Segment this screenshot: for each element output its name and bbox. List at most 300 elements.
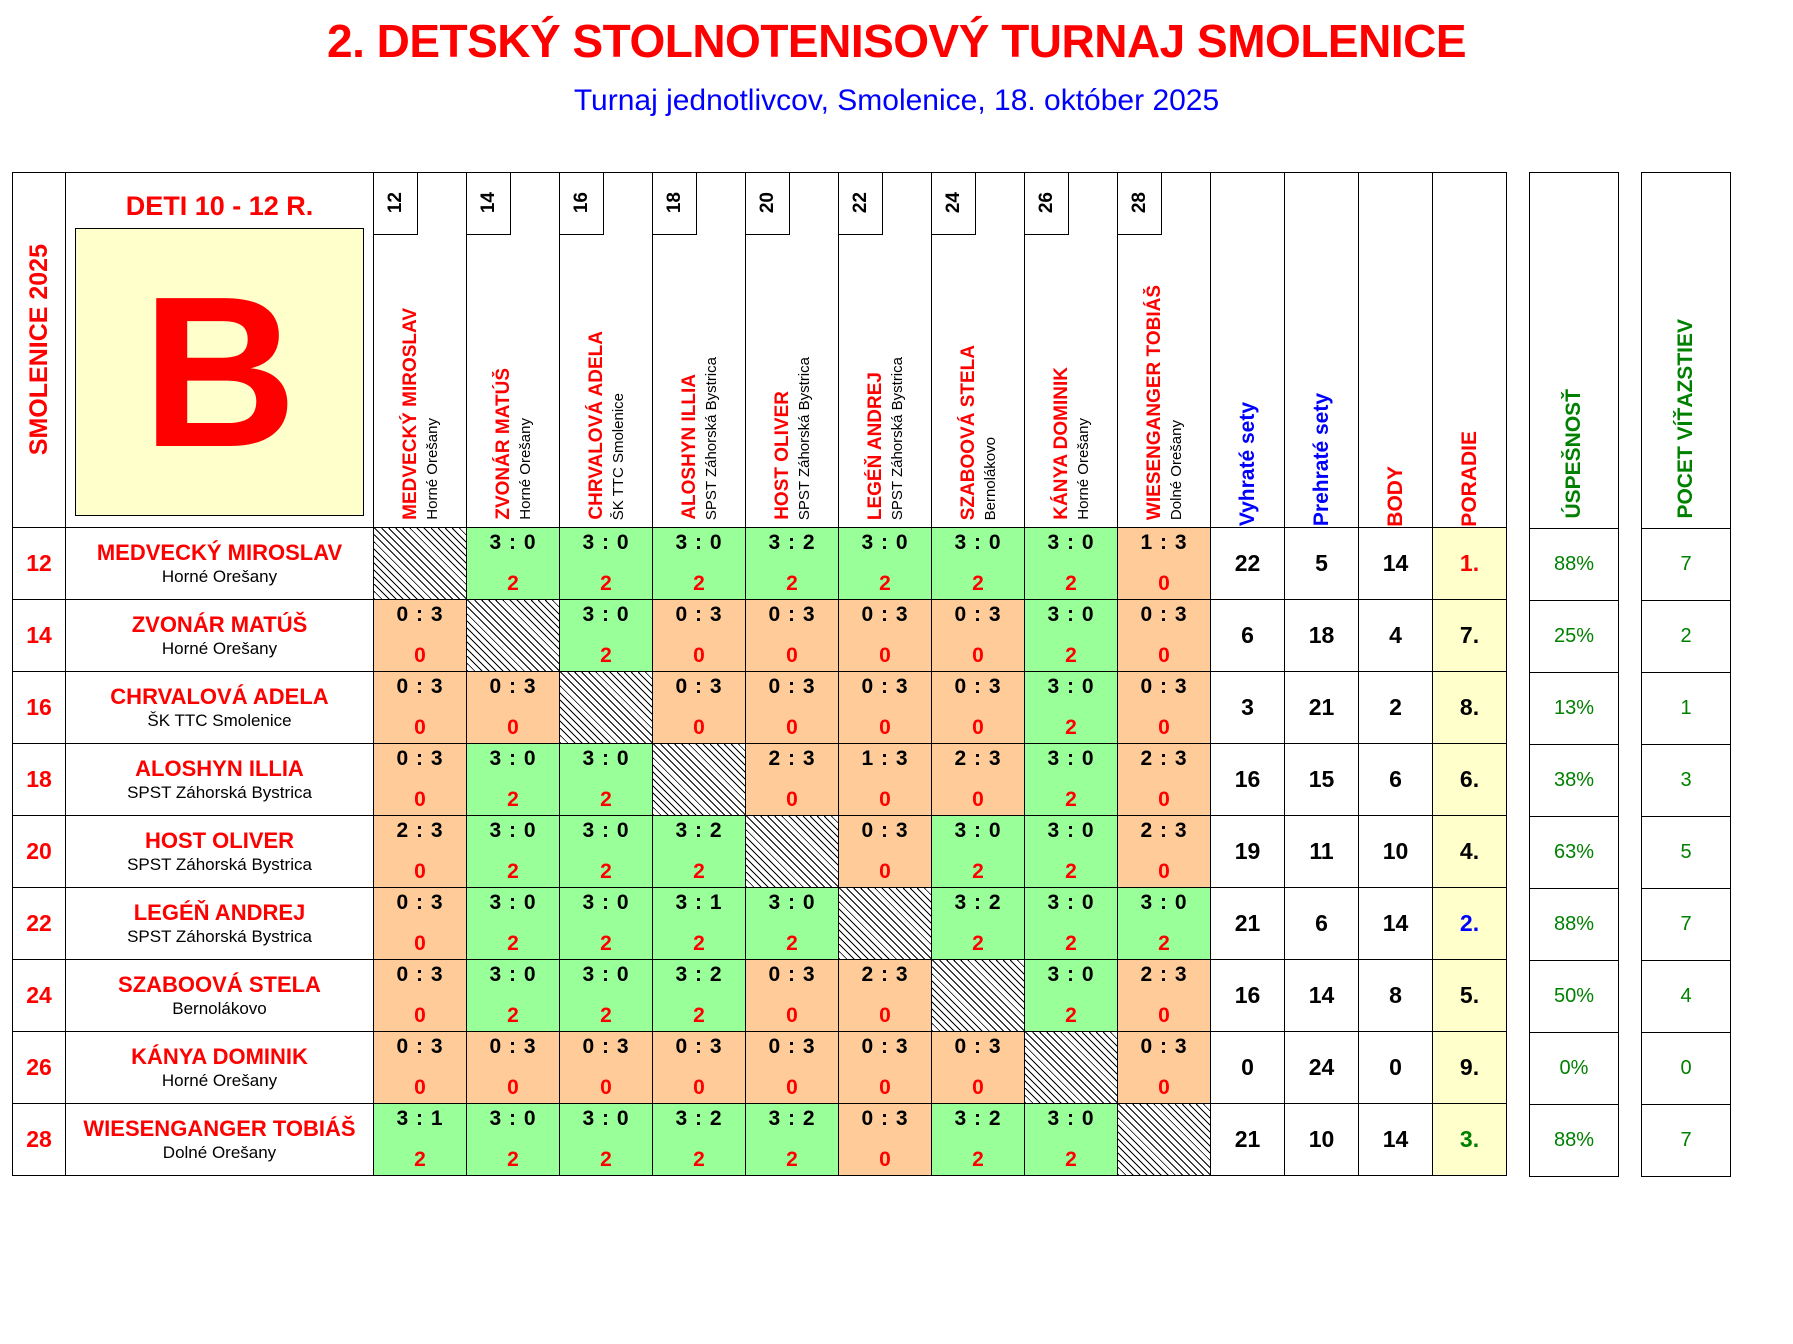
tournament-results-page	[0, 14, 1793, 1344]
rank-value: 5.	[1433, 960, 1507, 1032]
success-rate-value: 88%	[1530, 1105, 1619, 1177]
match-sets: 0 : 3	[768, 963, 816, 986]
row-player-number: 18	[13, 744, 66, 816]
match-result-cell	[932, 1032, 1025, 1104]
match-points: 2	[1065, 1148, 1077, 1171]
match-result-cell	[374, 1032, 467, 1104]
match-points: 0	[879, 788, 891, 811]
player-column-header	[653, 173, 746, 528]
row-player-name-cell	[66, 816, 374, 888]
player-column-header	[932, 173, 1025, 528]
match-points: 0	[1158, 572, 1170, 595]
match-sets: 3 : 0	[582, 603, 630, 626]
match-points: 2	[1065, 572, 1077, 595]
player-column-club: SPST Záhorská Bystrica	[888, 356, 906, 520]
match-sets: 3 : 0	[1047, 675, 1095, 698]
match-points: 0	[1158, 1004, 1170, 1027]
won-sets-value: 0	[1211, 1032, 1285, 1104]
match-sets: 3 : 2	[675, 1107, 723, 1130]
success-rate-value: 63%	[1530, 817, 1619, 889]
match-points: 2	[600, 932, 612, 955]
points-value: 4	[1359, 600, 1433, 672]
match-points: 0	[972, 644, 984, 667]
table-row	[13, 744, 1507, 816]
points-value: 8	[1359, 960, 1433, 1032]
rank-value: 4.	[1433, 816, 1507, 888]
match-result-cell	[932, 600, 1025, 672]
match-sets: 3 : 0	[489, 963, 537, 986]
match-sets: 3 : 0	[582, 891, 630, 914]
match-result-cell	[653, 600, 746, 672]
match-result-cell	[653, 528, 746, 600]
match-sets: 3 : 0	[1047, 603, 1095, 626]
match-points: 2	[600, 572, 612, 595]
diagonal-blocked-cell	[932, 960, 1025, 1032]
match-sets: 0 : 3	[954, 675, 1002, 698]
rank-value: 2.	[1433, 888, 1507, 960]
tables-container	[12, 172, 1731, 1177]
points-value: 14	[1359, 888, 1433, 960]
match-result-cell	[467, 888, 560, 960]
match-result-cell	[560, 816, 653, 888]
match-result-cell	[374, 1104, 467, 1176]
match-points: 2	[507, 788, 519, 811]
rank-value: 3.	[1433, 1104, 1507, 1176]
match-points: 2	[600, 1148, 612, 1171]
match-result-cell	[467, 744, 560, 816]
match-result-cell	[467, 1032, 560, 1104]
match-points: 0	[879, 1076, 891, 1099]
match-sets: 3 : 0	[582, 531, 630, 554]
match-result-cell	[839, 816, 932, 888]
player-column-name: WIESENGANGER TOBIÁŠ	[1143, 284, 1165, 520]
match-sets: 3 : 1	[396, 1107, 444, 1130]
table-row	[13, 672, 1507, 744]
diagonal-blocked-cell	[746, 816, 839, 888]
match-points: 2	[786, 572, 798, 595]
row-player-name-cell	[66, 1104, 374, 1176]
rank-value: 1.	[1433, 528, 1507, 600]
match-sets: 3 : 0	[582, 1107, 630, 1130]
match-points: 0	[879, 644, 891, 667]
match-result-cell	[374, 600, 467, 672]
match-sets: 0 : 3	[396, 1035, 444, 1058]
match-sets: 3 : 0	[1140, 891, 1188, 914]
match-points: 0	[414, 644, 426, 667]
match-points: 0	[786, 1076, 798, 1099]
player-column-name: ALOSHYN ILLIA	[678, 374, 700, 520]
match-result-cell	[1118, 888, 1211, 960]
match-result-cell	[746, 960, 839, 1032]
match-sets: 3 : 2	[768, 1107, 816, 1130]
match-result-cell	[653, 1032, 746, 1104]
match-result-cell	[746, 888, 839, 960]
match-points: 0	[1158, 788, 1170, 811]
lost-sets-header: Prehraté sety	[1285, 173, 1359, 528]
won-sets-value: 3	[1211, 672, 1285, 744]
row-player-club: SPST Záhorská Bystrica	[127, 854, 312, 874]
match-sets: 3 : 0	[489, 891, 537, 914]
match-points: 0	[879, 860, 891, 883]
row-player-club: Horné Orešany	[161, 566, 278, 586]
match-result-cell	[653, 816, 746, 888]
match-points: 0	[600, 1076, 612, 1099]
match-sets: 3 : 2	[768, 531, 816, 554]
match-points: 2	[600, 860, 612, 883]
match-points: 2	[972, 860, 984, 883]
lost-sets-value: 24	[1285, 1032, 1359, 1104]
row-player-number: 24	[13, 960, 66, 1032]
row-player-club: Dolné Orešany	[162, 1142, 277, 1162]
match-result-cell	[1025, 744, 1118, 816]
match-sets: 0 : 3	[768, 603, 816, 626]
match-result-cell	[467, 816, 560, 888]
match-points: 0	[1158, 860, 1170, 883]
won-sets-value: 16	[1211, 960, 1285, 1032]
player-column-club: SPST Záhorská Bystrica	[702, 356, 720, 520]
match-sets: 0 : 3	[1140, 603, 1188, 626]
match-sets: 3 : 0	[489, 747, 537, 770]
match-points: 2	[1065, 1004, 1077, 1027]
category-group-header	[66, 173, 374, 528]
row-player-number: 14	[13, 600, 66, 672]
won-sets-value: 19	[1211, 816, 1285, 888]
match-result-cell	[1118, 960, 1211, 1032]
match-points: 0	[414, 716, 426, 739]
match-sets: 0 : 3	[396, 891, 444, 914]
group-b-results-table	[12, 172, 1507, 1176]
row-player-name: WIESENGANGER TOBIÁŠ	[83, 1116, 356, 1142]
match-result-cell	[932, 888, 1025, 960]
match-points: 0	[972, 716, 984, 739]
match-sets: 3 : 0	[1047, 963, 1095, 986]
corner-label-text: SMOLENICE 2025	[24, 244, 53, 456]
player-column-club: Horné Orešany	[516, 418, 534, 520]
match-sets: 2 : 3	[396, 819, 444, 842]
match-result-cell	[839, 744, 932, 816]
rank-value: 9.	[1433, 1032, 1507, 1104]
row-player-number: 20	[13, 816, 66, 888]
points-value: 0	[1359, 1032, 1433, 1104]
wins-count-value: 4	[1642, 961, 1731, 1033]
row-player-number: 16	[13, 672, 66, 744]
table-row	[13, 600, 1507, 672]
table-row	[13, 888, 1507, 960]
match-points: 0	[693, 644, 705, 667]
row-player-club: Bernolákovo	[172, 998, 267, 1018]
match-points: 2	[600, 644, 612, 667]
match-points: 0	[879, 1148, 891, 1171]
player-column-club: SPST Záhorská Bystrica	[795, 356, 813, 520]
match-points: 2	[879, 572, 891, 595]
rank-value: 8.	[1433, 672, 1507, 744]
match-result-cell	[653, 888, 746, 960]
player-column-number: 26	[1025, 173, 1069, 235]
match-sets: 0 : 3	[861, 819, 909, 842]
match-sets: 0 : 3	[675, 603, 723, 626]
success-rate-table	[1529, 172, 1619, 1177]
match-sets: 3 : 0	[1047, 819, 1095, 842]
corner-label	[13, 173, 66, 528]
match-sets: 0 : 3	[582, 1035, 630, 1058]
match-result-cell	[374, 960, 467, 1032]
table-row	[13, 528, 1507, 600]
lost-sets-value: 14	[1285, 960, 1359, 1032]
match-result-cell	[560, 1032, 653, 1104]
row-player-club: ŠK TTC Smolenice	[147, 710, 292, 730]
match-result-cell	[1025, 672, 1118, 744]
won-sets-header: Vyhraté sety	[1211, 173, 1285, 528]
success-rate-header: ÚSPEŠNOSŤ	[1530, 173, 1619, 529]
table-row	[13, 816, 1507, 888]
match-result-cell	[1118, 1032, 1211, 1104]
match-points: 2	[414, 1148, 426, 1171]
points-value: 2	[1359, 672, 1433, 744]
player-column-club: Horné Orešany	[1074, 418, 1092, 520]
match-points: 2	[972, 572, 984, 595]
row-player-name: CHRVALOVÁ ADELA	[110, 684, 329, 710]
row-player-number: 12	[13, 528, 66, 600]
match-points: 2	[693, 1148, 705, 1171]
match-points: 2	[1065, 932, 1077, 955]
group-letter: B	[75, 228, 364, 516]
diagonal-blocked-cell	[653, 744, 746, 816]
player-column-number: 12	[374, 173, 418, 235]
match-result-cell	[932, 1104, 1025, 1176]
points-header: BODY	[1359, 173, 1433, 528]
table-row	[13, 960, 1507, 1032]
match-sets: 3 : 0	[489, 819, 537, 842]
match-result-cell	[374, 816, 467, 888]
row-player-name: ALOSHYN ILLIA	[135, 756, 304, 782]
match-sets: 3 : 0	[582, 819, 630, 842]
match-result-cell	[1025, 888, 1118, 960]
match-points: 2	[507, 932, 519, 955]
wins-count-value: 5	[1642, 817, 1731, 889]
rank-header: PORADIE	[1433, 173, 1507, 528]
match-result-cell	[1025, 960, 1118, 1032]
match-result-cell	[839, 1032, 932, 1104]
won-sets-value: 21	[1211, 1104, 1285, 1176]
match-result-cell	[1025, 1104, 1118, 1176]
table-row	[13, 1104, 1507, 1176]
match-result-cell	[746, 600, 839, 672]
match-sets: 0 : 3	[396, 747, 444, 770]
points-value: 10	[1359, 816, 1433, 888]
success-rate-value: 88%	[1530, 529, 1619, 601]
player-column-name: CHRVALOVÁ ADELA	[585, 331, 607, 520]
match-sets: 3 : 2	[954, 1107, 1002, 1130]
match-result-cell	[467, 528, 560, 600]
match-sets: 3 : 0	[861, 531, 909, 554]
player-column-number: 22	[839, 173, 883, 235]
match-points: 2	[600, 788, 612, 811]
match-points: 0	[507, 1076, 519, 1099]
row-player-name-cell	[66, 744, 374, 816]
player-column-number: 24	[932, 173, 976, 235]
player-column-header	[467, 173, 560, 528]
match-result-cell	[560, 744, 653, 816]
player-column-header	[839, 173, 932, 528]
match-result-cell	[746, 744, 839, 816]
match-sets: 3 : 0	[1047, 891, 1095, 914]
match-points: 2	[972, 932, 984, 955]
won-sets-value: 6	[1211, 600, 1285, 672]
row-player-name-cell	[66, 600, 374, 672]
match-result-cell	[560, 888, 653, 960]
match-points: 0	[414, 1076, 426, 1099]
match-sets: 3 : 0	[582, 747, 630, 770]
lost-sets-value: 15	[1285, 744, 1359, 816]
player-column-header	[560, 173, 653, 528]
diagonal-blocked-cell	[1025, 1032, 1118, 1104]
row-player-name-cell	[66, 888, 374, 960]
match-points: 2	[693, 860, 705, 883]
match-points: 0	[693, 716, 705, 739]
row-player-club: Horné Orešany	[161, 1070, 278, 1090]
match-sets: 1 : 3	[1140, 531, 1188, 554]
match-sets: 2 : 3	[768, 747, 816, 770]
match-points: 2	[693, 932, 705, 955]
wins-count-value: 3	[1642, 745, 1731, 817]
wins-count-value: 7	[1642, 889, 1731, 961]
match-result-cell	[467, 1104, 560, 1176]
lost-sets-value: 21	[1285, 672, 1359, 744]
match-sets: 2 : 3	[1140, 819, 1188, 842]
match-sets: 3 : 0	[582, 963, 630, 986]
match-points: 2	[507, 572, 519, 595]
row-player-name: LEGÉŇ ANDREJ	[133, 900, 306, 926]
wins-count-value: 7	[1642, 1105, 1731, 1177]
player-column-club: Bernolákovo	[981, 436, 999, 520]
diagonal-blocked-cell	[1118, 1104, 1211, 1176]
success-rate-value: 13%	[1530, 673, 1619, 745]
match-sets: 2 : 3	[861, 963, 909, 986]
player-column-number: 18	[653, 173, 697, 235]
match-sets: 0 : 3	[954, 1035, 1002, 1058]
match-sets: 0 : 3	[489, 675, 537, 698]
match-points: 0	[786, 716, 798, 739]
match-points: 2	[507, 1148, 519, 1171]
row-player-club: SPST Záhorská Bystrica	[127, 926, 312, 946]
match-result-cell	[374, 672, 467, 744]
player-column-header	[374, 173, 467, 528]
match-result-cell	[1118, 672, 1211, 744]
diagonal-blocked-cell	[374, 528, 467, 600]
match-sets: 2 : 3	[954, 747, 1002, 770]
rank-value: 6.	[1433, 744, 1507, 816]
match-points: 0	[972, 788, 984, 811]
match-sets: 3 : 0	[489, 1107, 537, 1130]
match-sets: 3 : 0	[489, 531, 537, 554]
match-points: 0	[1158, 1076, 1170, 1099]
diagonal-blocked-cell	[560, 672, 653, 744]
match-sets: 2 : 3	[1140, 747, 1188, 770]
player-column-name: LEGÉŇ ANDREJ	[864, 371, 886, 520]
row-player-number: 28	[13, 1104, 66, 1176]
match-result-cell	[560, 960, 653, 1032]
success-rate-value: 38%	[1530, 745, 1619, 817]
wins-count-table	[1641, 172, 1731, 1177]
match-result-cell	[932, 816, 1025, 888]
player-column-number: 16	[560, 173, 604, 235]
match-sets: 0 : 3	[675, 675, 723, 698]
lost-sets-value: 5	[1285, 528, 1359, 600]
match-result-cell	[932, 744, 1025, 816]
match-points: 0	[507, 716, 519, 739]
match-sets: 0 : 3	[861, 1107, 909, 1130]
match-sets: 0 : 3	[861, 1035, 909, 1058]
match-points: 2	[693, 572, 705, 595]
match-result-cell	[746, 1032, 839, 1104]
row-player-name-cell	[66, 1032, 374, 1104]
match-points: 0	[414, 1004, 426, 1027]
points-value: 14	[1359, 528, 1433, 600]
match-sets: 3 : 0	[675, 531, 723, 554]
row-player-number: 26	[13, 1032, 66, 1104]
match-result-cell	[1118, 528, 1211, 600]
success-rate-value: 88%	[1530, 889, 1619, 961]
match-result-cell	[839, 960, 932, 1032]
match-sets: 0 : 3	[489, 1035, 537, 1058]
match-result-cell	[839, 600, 932, 672]
row-player-name: MEDVECKÝ MIROSLAV	[96, 540, 343, 566]
match-result-cell	[653, 960, 746, 1032]
success-rate-value: 50%	[1530, 961, 1619, 1033]
match-points: 2	[1158, 932, 1170, 955]
match-points: 2	[693, 1004, 705, 1027]
wins-count-value: 2	[1642, 601, 1731, 673]
match-points: 2	[1065, 644, 1077, 667]
player-column-header	[1118, 173, 1211, 528]
player-column-number: 20	[746, 173, 790, 235]
rank-value: 7.	[1433, 600, 1507, 672]
match-result-cell	[932, 528, 1025, 600]
player-column-name: ZVONÁR MATÚŠ	[492, 368, 514, 520]
match-sets: 0 : 3	[1140, 1035, 1188, 1058]
match-result-cell	[653, 1104, 746, 1176]
match-points: 2	[507, 1004, 519, 1027]
match-result-cell	[1025, 816, 1118, 888]
match-points: 0	[693, 1076, 705, 1099]
page-subtitle: Turnaj jednotlivcov, Smolenice, 18. október 2025	[573, 84, 1220, 117]
wins-count-value: 1	[1642, 673, 1731, 745]
match-sets: 0 : 3	[396, 675, 444, 698]
match-sets: 3 : 2	[675, 819, 723, 842]
player-column-club: Dolné Orešany	[1167, 419, 1185, 520]
player-column-name: KÁNYA DOMINIK	[1050, 367, 1072, 520]
match-result-cell	[932, 672, 1025, 744]
match-sets: 1 : 3	[861, 747, 909, 770]
match-sets: 0 : 3	[396, 963, 444, 986]
match-sets: 0 : 3	[768, 675, 816, 698]
won-sets-value: 21	[1211, 888, 1285, 960]
row-player-name: ZVONÁR MATÚŠ	[131, 612, 308, 638]
player-column-header	[1025, 173, 1118, 528]
player-column-number: 14	[467, 173, 511, 235]
row-player-club: SPST Záhorská Bystrica	[127, 782, 312, 802]
row-player-name-cell	[66, 672, 374, 744]
lost-sets-value: 11	[1285, 816, 1359, 888]
player-column-header	[746, 173, 839, 528]
match-sets: 3 : 2	[954, 891, 1002, 914]
row-player-name: SZABOOVÁ STELA	[118, 972, 321, 998]
row-player-name-cell	[66, 528, 374, 600]
match-result-cell	[653, 672, 746, 744]
table-row	[13, 1032, 1507, 1104]
match-points: 0	[786, 788, 798, 811]
row-player-club: Horné Orešany	[161, 638, 278, 658]
